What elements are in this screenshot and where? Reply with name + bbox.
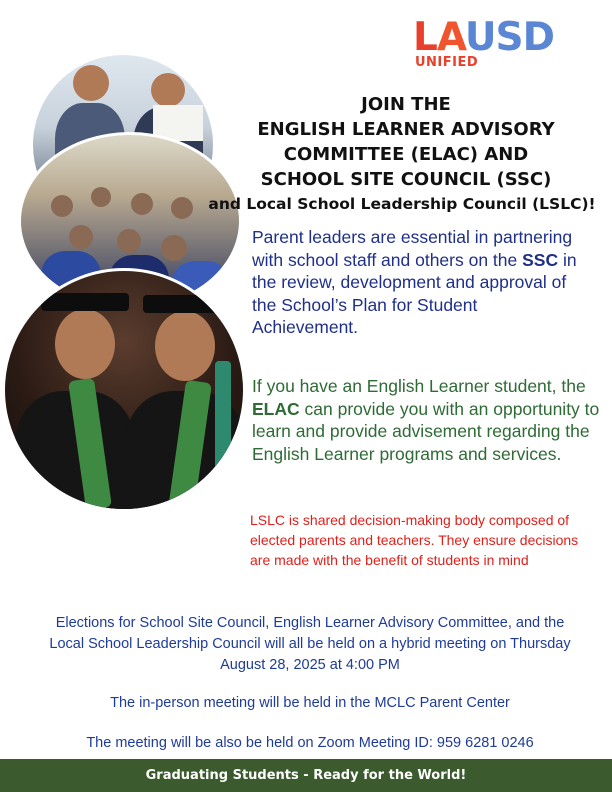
photo-graduating-students: [2, 268, 246, 512]
heading-line-4: SCHOOL SITE COUNCIL (SSC): [260, 169, 552, 190]
ssc-acronym: SSC: [522, 249, 559, 270]
footer-slogan: Graduating Students - Ready for the World!: [145, 768, 467, 783]
flyer-heading: [200, 92, 612, 217]
logo-wordmark: LAUSD: [413, 15, 554, 60]
zoom-meeting-info: The meeting will be also be held on Zoom Meeting ID: 959 6281 0246: [86, 735, 534, 751]
elac-acronym: ELAC: [252, 398, 300, 419]
footer-banner: [0, 759, 612, 792]
heading-line-2: ENGLISH LEARNER ADVISORY: [257, 119, 555, 140]
logo-subtitle: UNIFIED: [415, 55, 479, 70]
heading-line-5: and Local School Leadership Council (LSLC)!: [208, 195, 596, 213]
lausd-unified-logo: [413, 15, 585, 74]
in-person-location: The in-person meeting will be held in the MCLC Parent Center: [110, 695, 510, 711]
heading-line-3: COMMITTEE (ELAC) AND: [283, 144, 529, 165]
lslc-description: LSLC is shared decision-making body composed of elected parents and teachers. They ensure decisions are made with the benefit of students in mind: [250, 512, 579, 568]
heading-line-1: JOIN THE: [361, 94, 451, 115]
ssc-description: Parent leaders are essential in partnering with school staff and others on the SSC in the review, development and approval of the School’s Plan for Student Achievement.: [252, 227, 577, 337]
election-details: Elections for School Site Council, English Learner Advisory Committee, and the Local School Leadership Council will all be held on a hybrid meeting on Thursday August 28, 2025 at 4:00 PM: [49, 615, 571, 673]
elac-description: If you have an English Learner student, the ELAC can provide you with an opportunity to learn and provide advisement regarding the English Learner programs and services.: [252, 376, 600, 464]
